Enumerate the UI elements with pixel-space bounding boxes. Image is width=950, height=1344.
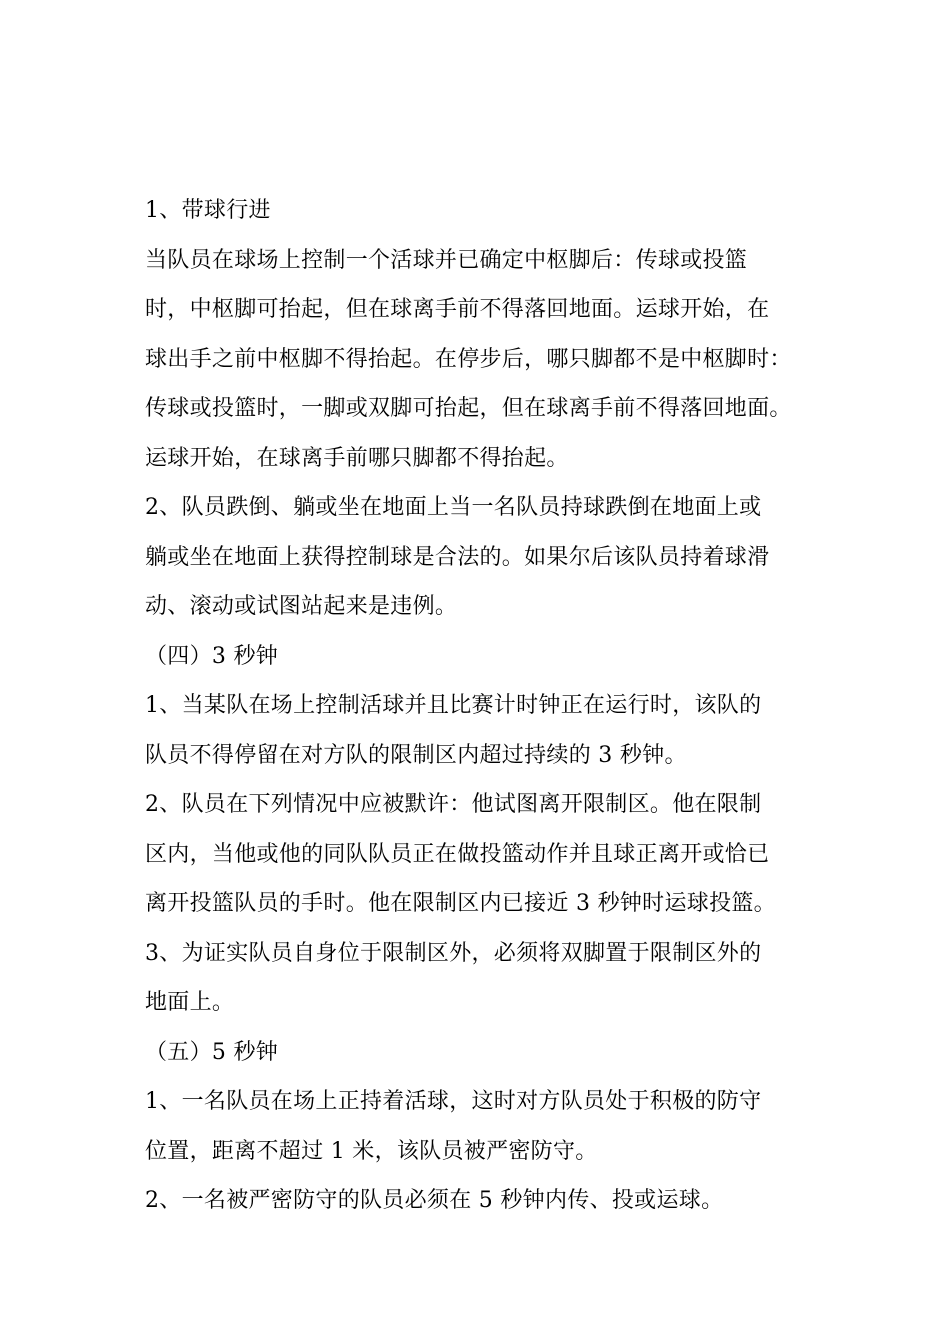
- paragraph-line: 离开投篮队员的手时。他在限制区内已接近 3 秒钟时运球投篮。: [145, 891, 776, 916]
- paragraph-line: 区内，当他或他的同队队员正在做投篮动作并且球正离开或恰已: [145, 841, 770, 867]
- paragraph-line: 动、滚动或试图站起来是违例。: [145, 594, 458, 619]
- paragraph-line: 队员不得停留在对方队的限制区内超过持续的 3 秒钟。: [145, 742, 687, 768]
- paragraph-line: 当队员在球场上控制一个活球并已确定中枢脚后：传球或投篮: [145, 247, 748, 273]
- heading-dribble: 1、带球行进: [145, 198, 271, 223]
- paragraph-line: 传球或投篮时，一脚或双脚可抬起，但在球离手前不得落回地面。: [145, 396, 792, 421]
- paragraph-line: 3、为证实队员自身位于限制区外，必须将双脚置于限制区外的: [145, 940, 762, 966]
- paragraph-line: 位置，距离不超过 1 米，该队员被严密防守。: [145, 1138, 598, 1164]
- paragraph-line: 躺或坐在地面上获得控制球是合法的。如果尔后该队员持着球滑: [145, 544, 770, 570]
- paragraph-line: 2、队员跌倒、躺或坐在地面上当一名队员持球跌倒在地面上或: [145, 495, 762, 520]
- paragraph-line: 球出手之前中枢脚不得抬起。在停步后，哪只脚都不是中枢脚时：: [145, 346, 792, 372]
- section-heading-3-seconds: （四）3 秒钟: [145, 643, 279, 669]
- document-body: [145, 186, 825, 1226]
- paragraph-line: 地面上。: [145, 990, 235, 1015]
- paragraph-line: 1、一名队员在场上正持着活球，这时对方队员处于积极的防守: [145, 1089, 762, 1114]
- paragraph-line: 1、当某队在场上控制活球并且比赛计时钟正在运行时，该队的: [145, 693, 762, 718]
- paragraph-line: 2、一名被严密防守的队员必须在 5 秒钟内传、投或运球。: [145, 1188, 724, 1213]
- section-heading-5-seconds: （五）5 秒钟: [145, 1039, 279, 1065]
- paragraph-line: 运球开始，在球离手前哪只脚都不得抬起。: [145, 445, 569, 471]
- paragraph-line: 时，中枢脚可抬起，但在球离手前不得落回地面。运球开始，在: [145, 297, 770, 322]
- paragraph-line: 2、队员在下列情况中应被默许：他试图离开限制区。他在限制: [145, 792, 762, 817]
